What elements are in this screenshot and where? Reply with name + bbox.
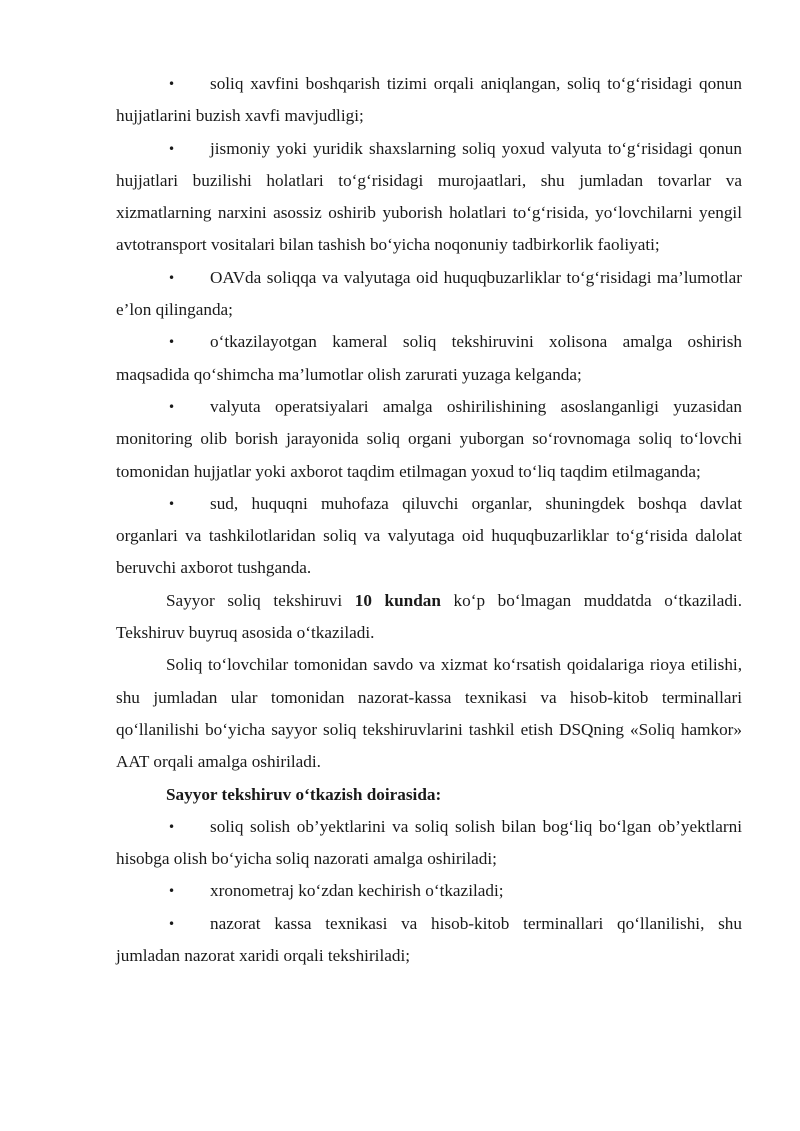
list-item-text: nazorat kassa texnikasi va hisob-kitob terminallari qo‘llanilishi, shu jumladan nazorat xaridi orqali tekshiriladi;: [116, 913, 742, 966]
duration-emphasis: 10 kundan: [354, 590, 441, 610]
bullet-icon: •: [168, 270, 176, 285]
list-item: [116, 326, 742, 391]
list-item: [116, 262, 742, 327]
paragraph-duration: [116, 585, 742, 650]
document-body: [116, 68, 742, 972]
bullet-icon: •: [168, 884, 176, 899]
list-item-text: jismoniy yoki yuridik shaxslarning soliq yoxud valyuta to‘g‘risidagi qonun hujjatlari buzilishi holatlari to‘g‘risidagi murojaatlari, shu jumladan tovarlar va xizmatlarning narxini asossiz oshirib yuborish holatlari to‘g‘risida, yo‘lovchilarni yengil avtotransport vositalari bilan tashish bo‘yicha noqonuniy tadbirkorlik faoliyati;: [116, 138, 742, 255]
list-item: [116, 875, 742, 907]
paragraph-duration-start: Sayyor soliq tekshiruvi: [166, 590, 355, 610]
list-item-text: sud, huquqni muhofaza qiluvchi organlar, shuningdek boshqa davlat organlari va tashkilotlaridan soliq va valyutaga oid huquqbuzarliklar to‘g‘risida dalolat beruvchi axborot tushganda.: [116, 493, 742, 578]
list-item-text: soliq xavfini boshqarish tizimi orqali aniqlangan, soliq to‘g‘risidagi qonun hujjatlarini buzish xavfi mavjudligi;: [116, 74, 742, 126]
list-item: [116, 133, 742, 262]
list-item-text: OAVda soliqqa va valyutaga oid huquqbuzarliklar to‘g‘risidagi ma’lumotlar e’lon qilinganda;: [116, 267, 742, 320]
list-item-text: valyuta operatsiyalari amalga oshirilishining asoslanganligi yuzasidan monitoring olib borish jarayonida soliq organi yuborgan so‘rovnomaga soliq to‘lovchi tomonidan hujjatlar yoki axborot taqdim etilmagan yoxud to‘liq taqdim etilmaganda;: [116, 396, 742, 481]
bullet-icon: •: [168, 496, 176, 511]
list-item-text: xronometraj ko‘zdan kechirish o‘tkaziladi;: [210, 881, 504, 901]
list-item-text: soliq solish ob’yektlarini va soliq solish bilan bog‘liq bo‘lgan ob’yektlarni hisobga olish bo‘yicha soliq nazorati amalga oshiriladi;: [116, 816, 742, 869]
bullet-icon: •: [168, 335, 176, 350]
list-item: [116, 391, 742, 488]
list-item: [116, 68, 742, 133]
bullet-icon: •: [168, 141, 176, 156]
bullet-icon: •: [168, 77, 176, 91]
bullet-icon: •: [168, 916, 176, 931]
list-item-text: o‘tkazilayotgan kameral soliq tekshiruvini xolisona amalga oshirish maqsadida qo‘shimcha ma’lumotlar olish zarurati yuzaga kelganda;: [116, 332, 742, 384]
list-item: [116, 811, 742, 876]
paragraph-soliq-hamkor: Soliq to‘lovchilar tomonidan savdo va xizmat ko‘rsatish qoidalariga rioya etilishi, shu jumladan ular tomonidan nazorat-kassa texnikasi va hisob-kitob terminallari qo‘llanilishi bo‘yicha sayyor soliq tekshiruvlarini tashkil etish DSQning «Soliq hamkor» AAT orqali amalga oshiriladi.: [116, 655, 742, 772]
paragraph-duration-end: ko‘p bo‘lmagan muddatda o‘tkaziladi. Tekshiruv buyruq asosida o‘tkaziladi.: [116, 590, 742, 643]
section-heading: Sayyor tekshiruv o‘tkazish doirasida:: [166, 784, 442, 804]
bullet-icon: •: [168, 399, 176, 414]
list-item: [116, 908, 742, 973]
list-item: [116, 488, 742, 585]
bullet-icon: •: [168, 819, 176, 834]
